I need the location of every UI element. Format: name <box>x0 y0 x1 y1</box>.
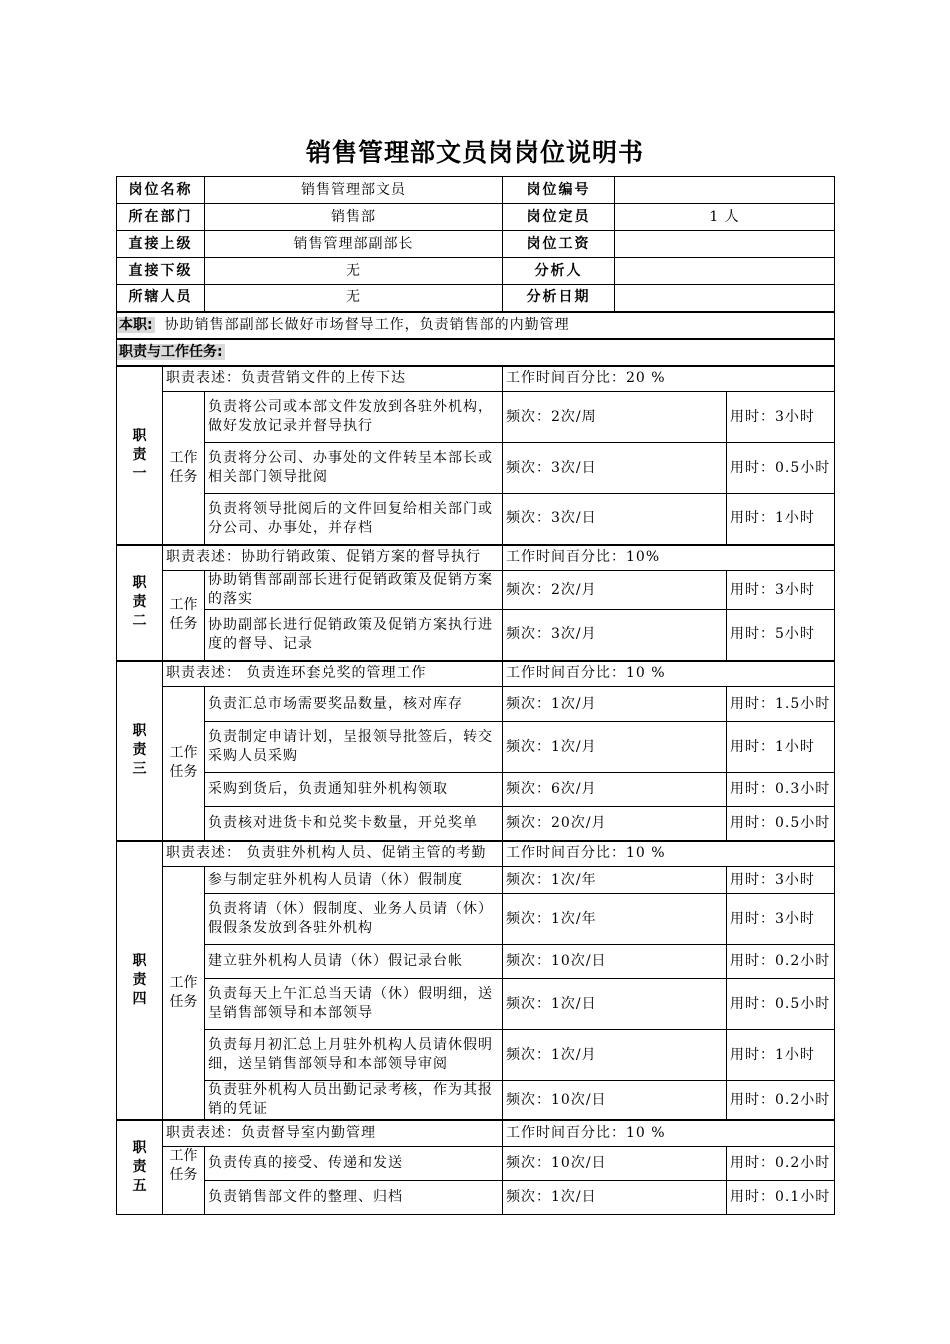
task-row <box>117 1030 835 1081</box>
task-frequency: 频次：1次/日 <box>503 979 727 1030</box>
job-description-table <box>116 176 835 1215</box>
task-hours: 用时：3小时 <box>727 894 835 945</box>
duty-time-percent: 工作时间百分比：20 % <box>503 366 835 392</box>
task-group-label <box>163 392 205 545</box>
task-row <box>117 1146 835 1180</box>
info-value <box>615 258 835 285</box>
duty-statement: 职责表述：协助行销政策、促销方案的督导执行 <box>163 545 503 571</box>
task-group-label <box>163 687 205 841</box>
task-row <box>117 773 835 807</box>
task-frequency: 频次：3次/月 <box>503 610 727 661</box>
info-value: 1 人 <box>615 204 835 231</box>
duty-time-percent: 工作时间百分比：10% <box>503 545 835 571</box>
info-row <box>117 231 835 258</box>
info-label: 分析人 <box>503 258 615 285</box>
task-frequency: 频次：1次/月 <box>503 722 727 773</box>
task-hours: 用时：5小时 <box>727 610 835 661</box>
task-row <box>117 722 835 773</box>
task-frequency: 频次：1次/年 <box>503 867 727 894</box>
task-group-label <box>163 1146 205 1214</box>
info-row <box>117 285 835 312</box>
task-row <box>117 894 835 945</box>
duty-label <box>117 841 163 1121</box>
duty-statement-row <box>117 841 835 867</box>
section-row <box>117 339 835 366</box>
task-frequency: 频次：2次/月 <box>503 571 727 610</box>
duty-statement-row <box>117 545 835 571</box>
info-label: 岗位工资 <box>503 231 615 258</box>
task-frequency: 频次：1次/年 <box>503 894 727 945</box>
info-value: 销售部 <box>205 204 503 231</box>
duty-label-char: 二 <box>132 613 147 629</box>
duty-statement-row <box>117 661 835 687</box>
task-text: 协助副部长进行促销政策及促销方案执行进度的督导、记录 <box>205 610 503 661</box>
task-frequency: 频次：6次/月 <box>503 773 727 807</box>
duty-label <box>117 661 163 841</box>
task-text: 负责每月初汇总上月驻外机构人员请休假明细，送呈销售部领导和本部领导审阅 <box>205 1030 503 1081</box>
task-group-label-word: 工作 <box>169 975 198 991</box>
task-row <box>117 687 835 722</box>
benzhi-cell <box>117 312 835 339</box>
task-frequency: 频次：1次/月 <box>503 1030 727 1081</box>
task-text: 负责汇总市场需要奖品数量，核对库存 <box>205 687 503 722</box>
info-row <box>117 204 835 231</box>
task-frequency: 频次：3次/日 <box>503 443 727 494</box>
task-text: 负责将分公司、办事处的文件转呈本部长或相关部门领导批阅 <box>205 443 503 494</box>
duty-label-char: 责 <box>132 594 147 610</box>
duty-statement-row <box>117 366 835 392</box>
task-group-label-word: 工作 <box>169 597 198 614</box>
task-row <box>117 979 835 1030</box>
info-value <box>615 177 835 204</box>
info-row <box>117 177 835 204</box>
task-hours: 用时：0.2小时 <box>727 1146 835 1180</box>
task-hours: 用时：1小时 <box>727 494 835 545</box>
info-label: 分析日期 <box>503 285 615 312</box>
duty-statement: 职责表述： 负责连环套兑奖的管理工作 <box>163 661 503 687</box>
task-text: 负责将公司或本部文件发放到各驻外机构，做好发放记录并督导执行 <box>205 392 503 443</box>
page-title: 销售管理部文员岗岗位说明书 <box>305 138 644 167</box>
task-frequency: 频次：1次/日 <box>503 1180 727 1214</box>
duty-label-char: 责 <box>132 1158 147 1175</box>
task-hours: 用时：0.3小时 <box>727 773 835 807</box>
info-label: 岗位定员 <box>503 204 615 231</box>
task-group-label-word: 任务 <box>169 994 198 1010</box>
duty-label-char: 职 <box>132 427 147 444</box>
task-group-label-word: 工作 <box>169 745 198 762</box>
info-value: 销售管理部文员 <box>205 177 503 204</box>
info-label: 所在部门 <box>117 204 205 231</box>
task-hours: 用时：0.2小时 <box>727 945 835 979</box>
duty-label-char: 一 <box>132 465 147 482</box>
info-value <box>615 231 835 258</box>
task-text: 参与制定驻外机构人员请（休）假制度 <box>205 867 503 894</box>
task-frequency: 频次：2次/周 <box>503 392 727 443</box>
task-row <box>117 945 835 979</box>
duty-time-percent: 工作时间百分比：10 % <box>503 1120 835 1146</box>
duty-label <box>117 1120 163 1214</box>
duty-label-char: 职 <box>132 575 147 591</box>
info-value: 无 <box>205 285 503 312</box>
duty-time-percent: 工作时间百分比：10 % <box>503 841 835 867</box>
task-hours: 用时：1小时 <box>727 1030 835 1081</box>
info-label: 直接下级 <box>117 258 205 285</box>
task-group-label-word: 工作 <box>169 1147 198 1164</box>
task-frequency: 频次：20次/月 <box>503 807 727 841</box>
task-text: 负责驻外机构人员出勤记录考核，作为其报销的凭证 <box>205 1081 503 1121</box>
task-text: 建立驻外机构人员请（休）假记录台帐 <box>205 945 503 979</box>
task-text: 负责将领导批阅后的文件回复给相关部门或分公司、办事处，并存档 <box>205 494 503 545</box>
task-text: 负责传真的接受、传递和发送 <box>205 1146 503 1180</box>
duty-statement: 职责表述： 负责驻外机构人员、促销主管的考勤 <box>163 841 503 867</box>
section-cell <box>117 339 835 366</box>
duty-statement-row <box>117 1120 835 1146</box>
info-label: 所辖人员 <box>117 285 205 312</box>
task-frequency: 频次：10次/日 <box>503 945 727 979</box>
task-row <box>117 807 835 841</box>
task-row <box>117 571 835 610</box>
duty-label-char: 四 <box>132 990 147 1007</box>
task-group-label <box>163 867 205 1121</box>
task-text: 采购到货后，负责通知驻外机构领取 <box>205 773 503 807</box>
duty-label-char: 三 <box>132 761 147 777</box>
duty-label-char: 责 <box>132 742 147 758</box>
task-row <box>117 867 835 894</box>
task-row <box>117 392 835 443</box>
benzhi-row <box>117 312 835 339</box>
task-hours: 用时：0.5小时 <box>727 443 835 494</box>
task-row <box>117 494 835 545</box>
task-hours: 用时：3小时 <box>727 571 835 610</box>
task-hours: 用时：3小时 <box>727 867 835 894</box>
task-row <box>117 1180 835 1214</box>
task-hours: 用时：1.5小时 <box>727 687 835 722</box>
task-row <box>117 610 835 661</box>
task-text: 负责每天上午汇总当天请（休）假明细，送呈销售部领导和本部领导 <box>205 979 503 1030</box>
duty-time-percent: 工作时间百分比：10 % <box>503 661 835 687</box>
info-value <box>615 285 835 312</box>
benzhi-text: 协助销售部副部长做好市场督导工作，负责销售部的内勤管理 <box>164 316 570 333</box>
task-group-label-word: 任务 <box>169 468 198 485</box>
task-hours: 用时：0.5小时 <box>727 979 835 1030</box>
info-value: 无 <box>205 258 503 285</box>
benzhi-label: 本职: <box>119 316 153 333</box>
section-title: 职责与工作任务: <box>119 343 223 360</box>
task-text: 负责核对进货卡和兑奖卡数量，开兑奖单 <box>205 807 503 841</box>
task-hours: 用时：3小时 <box>727 392 835 443</box>
duty-label-char: 责 <box>132 971 147 988</box>
duty-statement: 职责表述：负责督导室内勤管理 <box>163 1120 503 1146</box>
task-hours: 用时：1小时 <box>727 722 835 773</box>
task-text: 负责制定申请计划，呈报领导批签后，转交采购人员采购 <box>205 722 503 773</box>
info-row <box>117 258 835 285</box>
task-frequency: 频次：3次/日 <box>503 494 727 545</box>
task-row <box>117 1081 835 1121</box>
task-group-label <box>163 571 205 661</box>
duty-label-char: 五 <box>132 1177 147 1194</box>
task-group-label-word: 任务 <box>169 616 198 633</box>
duty-label <box>117 545 163 661</box>
task-group-label-word: 任务 <box>169 764 198 781</box>
task-hours: 用时：0.2小时 <box>727 1081 835 1121</box>
duty-label-char: 职 <box>132 952 147 969</box>
duty-label-char: 职 <box>132 1139 147 1156</box>
duty-label-char: 职 <box>132 723 147 739</box>
task-frequency: 频次：10次/日 <box>503 1146 727 1180</box>
task-group-label-word: 工作 <box>169 449 198 466</box>
task-text: 负责销售部文件的整理、归档 <box>205 1180 503 1214</box>
task-group-label-word: 任务 <box>169 1166 198 1183</box>
task-text: 协助销售部副部长进行促销政策及促销方案的落实 <box>205 571 503 610</box>
duty-label-char: 责 <box>132 446 147 463</box>
info-label: 直接上级 <box>117 231 205 258</box>
info-label: 岗位编号 <box>503 177 615 204</box>
task-row <box>117 443 835 494</box>
info-label: 岗位名称 <box>117 177 205 204</box>
duty-statement: 职责表述：负责营销文件的上传下达 <box>163 366 503 392</box>
task-text: 负责将请（休）假制度、业务人员请（休）假假条发放到各驻外机构 <box>205 894 503 945</box>
task-hours: 用时：0.5小时 <box>727 807 835 841</box>
task-hours: 用时：0.1小时 <box>727 1180 835 1214</box>
info-value: 销售管理部副部长 <box>205 231 503 258</box>
task-frequency: 频次：1次/月 <box>503 687 727 722</box>
task-frequency: 频次：10次/日 <box>503 1081 727 1121</box>
duty-label <box>117 366 163 545</box>
